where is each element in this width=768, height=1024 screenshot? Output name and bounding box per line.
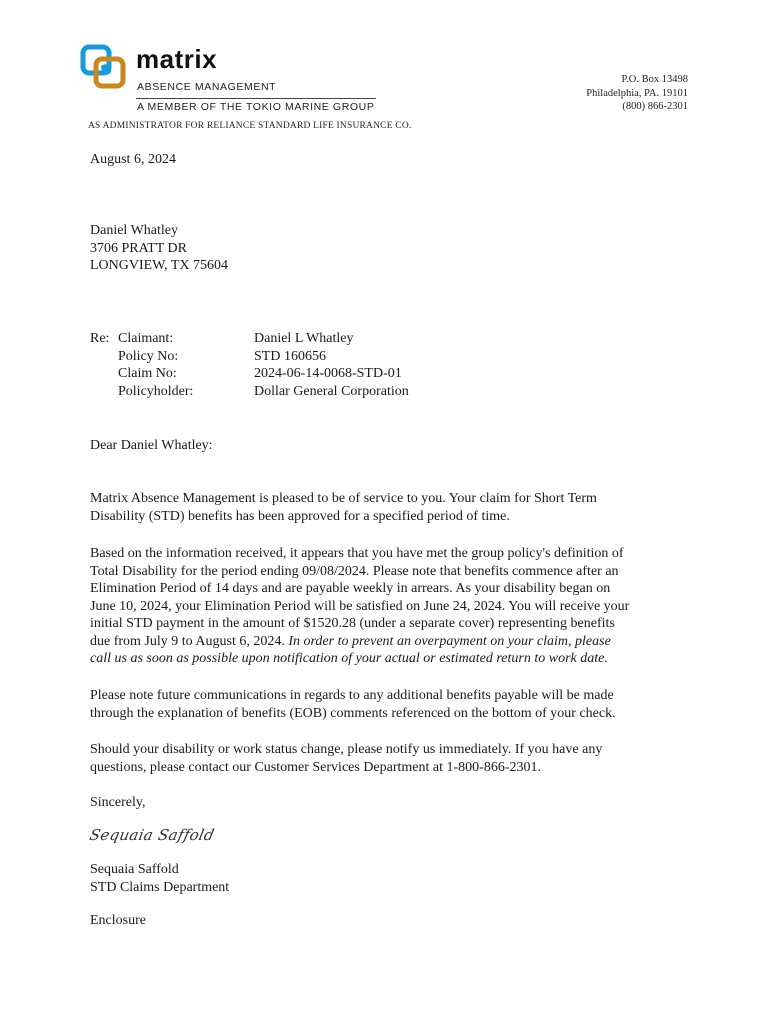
recipient-name: Daniel Whatley	[90, 223, 178, 238]
administrator-line: AS ADMINISTRATOR FOR RELIANCE STANDARD LIFE INSURANCE CO.	[88, 121, 412, 131]
reference-row	[90, 365, 409, 383]
reference-key: Policyholder:	[118, 383, 194, 399]
address-city: Philadelphia, PA. 19101	[586, 87, 688, 99]
reference-value: Dollar General Corporation	[254, 383, 409, 399]
signature: Sequaia Saffold	[88, 826, 217, 844]
paragraph-approval: Matrix Absence Management is pleased to be of service to you. Your claim for Short Term Disability (STD) benefits has been approved for a specified period of time.	[90, 491, 597, 524]
signer-department: STD Claims Department	[90, 879, 230, 895]
recipient-street: 3706 PRATT DR	[90, 240, 187, 256]
logo-subtitle: ABSENCE MANAGEMENT	[137, 81, 277, 93]
overpayment-warning: In order to prevent an overpayment on your claim, please	[288, 633, 611, 649]
reference-row	[90, 383, 409, 401]
signer-name: Sequaia Saffold	[90, 862, 179, 877]
reference-value: 2024-06-14-0068-STD-01	[254, 366, 402, 381]
paragraph-future-communications: Please note future communications in regards to any additional benefits payable will be made through the explanation of benefits (EOB) comments referenced on the bottom of your check.	[90, 688, 616, 721]
company-logo	[80, 44, 380, 114]
letter-date: August 6, 2024	[90, 152, 176, 167]
reference-value: Daniel L Whatley	[254, 331, 354, 346]
recipient-address	[90, 222, 228, 275]
recipient-city: LONGVIEW, TX 75604	[90, 258, 229, 273]
logo-wordmark: matrix	[136, 44, 218, 74]
overpayment-warning-cont: call us as soon as possible upon notification of your actual or estimated return to work date.	[90, 651, 608, 666]
reference-row	[90, 348, 409, 366]
re-label: Re:	[90, 331, 110, 346]
reference-value: STD 160656	[254, 348, 326, 364]
reference-key: Claim No:	[118, 366, 177, 381]
paragraph-contact: Should your disability or work status change, please notify us immediately. If you have any questions, please contact our Customer Services Department at 1-800-866-2301.	[90, 742, 603, 775]
logo-tagline: A MEMBER OF THE TOKIO MARINE GROUP	[137, 101, 375, 113]
paragraph-benefit-details: Based on the information received, it appears that you have met the group policy's definition of Total Disability for the period ending 09/08/2024. Please note that benefits commence after an Elimination Period of 14 days and are payable weekly in arrears. As your disability began on June 10, 2024, your Elimination Period will be satisfied on June 24, 2024. You will receive your initial STD payment in the amount of $1520.28 (under a separate cover) representing benefits due from July 9 to August 6, 2024. In order to prevent an overpayment on your claim, please call us as soon as possible upon notification of your actual or estimated return to work date.	[90, 545, 690, 668]
salutation: Dear Daniel Whatley:	[90, 438, 213, 453]
reference-row	[90, 330, 409, 348]
matrix-logo-icon	[80, 44, 128, 92]
reference-key: Claimant:	[118, 331, 174, 346]
signer-block	[90, 861, 229, 896]
closing: Sincerely,	[90, 795, 146, 810]
enclosure-note: Enclosure	[90, 913, 146, 928]
logo-divider	[136, 98, 376, 99]
address-po-box: P.O. Box 13498	[621, 74, 688, 85]
return-address	[488, 73, 688, 114]
address-phone: (800) 866-2301	[622, 101, 688, 112]
reference-key: Policy No:	[118, 348, 179, 364]
reference-block	[90, 330, 409, 400]
